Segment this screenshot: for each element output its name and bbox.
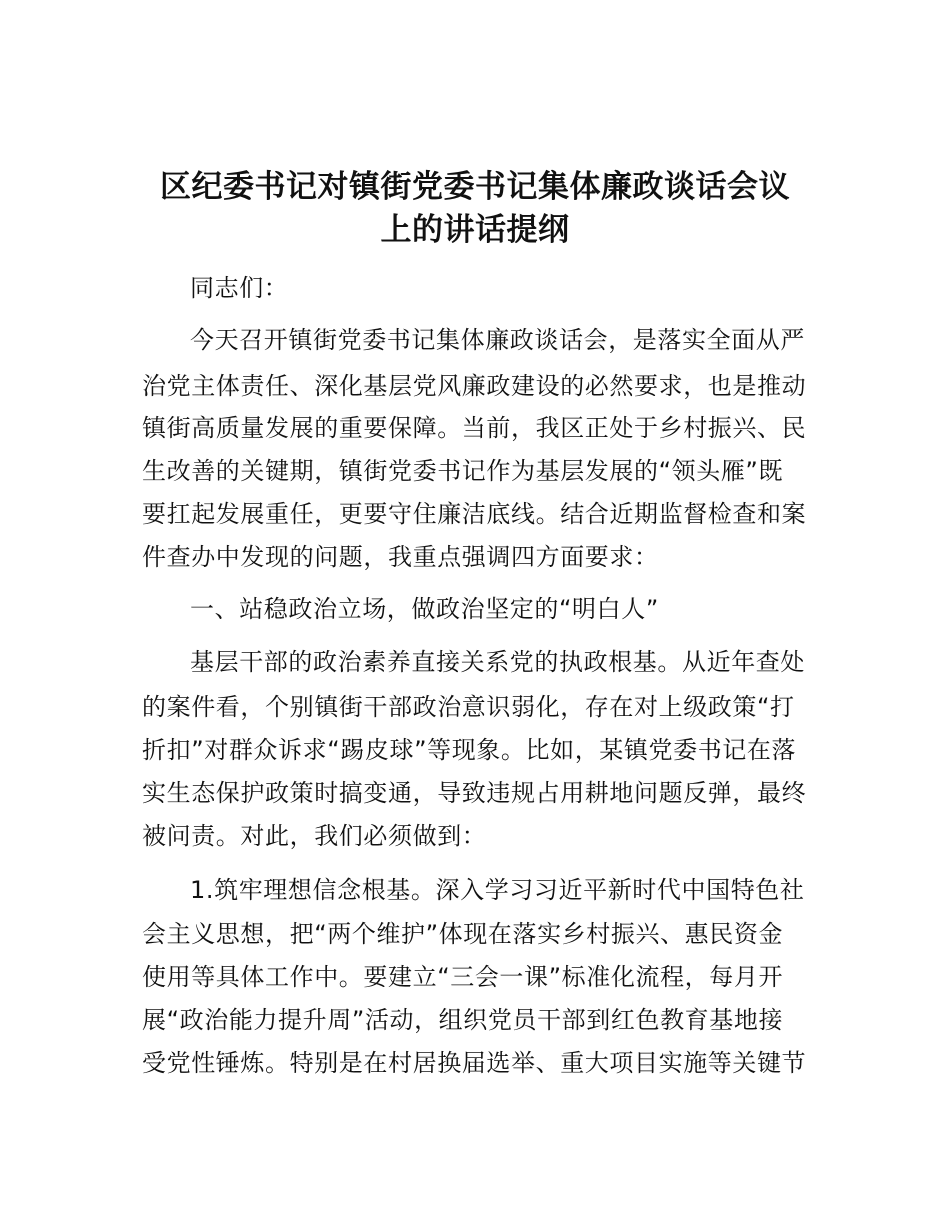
text-line: 1.筑牢理想信念根基。深入学习习近平新时代中国特色社 — [190, 876, 805, 904]
title-line-1: 区纪委书记对镇街党委书记集体廉政谈话会议 — [160, 169, 790, 205]
text-line: 要扛起发展重任，更要守住廉洁底线。结合近期监督检查和案 — [142, 500, 807, 528]
document-title — [120, 166, 830, 252]
text-line: 基层干部的政治素养直接关系党的执政根基。从近年查处 — [190, 648, 805, 676]
title-line-2: 上的讲话提纲 — [380, 212, 570, 248]
text-line: 治党主体责任、深化基层党风廉政建设的必然要求，也是推动 — [142, 372, 807, 400]
text-line: 展“政治能力提升周”活动，组织党员干部到红色教育基地接 — [142, 1006, 784, 1034]
text-line: 件查办中发现的问题，我重点强调四方面要求： — [142, 543, 659, 571]
salutation: 同志们： — [190, 274, 289, 302]
text-line: 折扣”对群众诉求“踢皮球”等现象。比如，某镇党委书记在落 — [142, 736, 797, 764]
text-line: 镇街高质量发展的重要保障。当前，我区正处于乡村振兴、民 — [142, 414, 807, 442]
text-line: 使用等具体工作中。要建立“三会一课”标准化流程，每月开 — [142, 963, 784, 991]
text-line: 被问责。对此，我们必须做到： — [142, 822, 487, 850]
text-line: 今天召开镇街党委书记集体廉政谈话会，是落实全面从严 — [190, 326, 805, 354]
section-heading-1: 一、站稳政治立场，做政治坚定的“明白人” — [190, 595, 659, 623]
text-line: 的案件看，个别镇街干部政治意识弱化，存在对上级政策“打 — [142, 693, 795, 721]
text-line: 受党性锤炼。特别是在村居换届选举、重大项目实施等关键节 — [142, 1049, 807, 1077]
text-line: 实生态保护政策时搞变通，导致违规占用耕地问题反弹，最终 — [142, 779, 807, 807]
text-line: 生改善的关键期，镇街党委书记作为基层发展的“领头雁”既 — [142, 457, 784, 485]
text-line: 会主义思想，把“两个维护”体现在落实乡村振兴、惠民资金 — [142, 920, 784, 948]
